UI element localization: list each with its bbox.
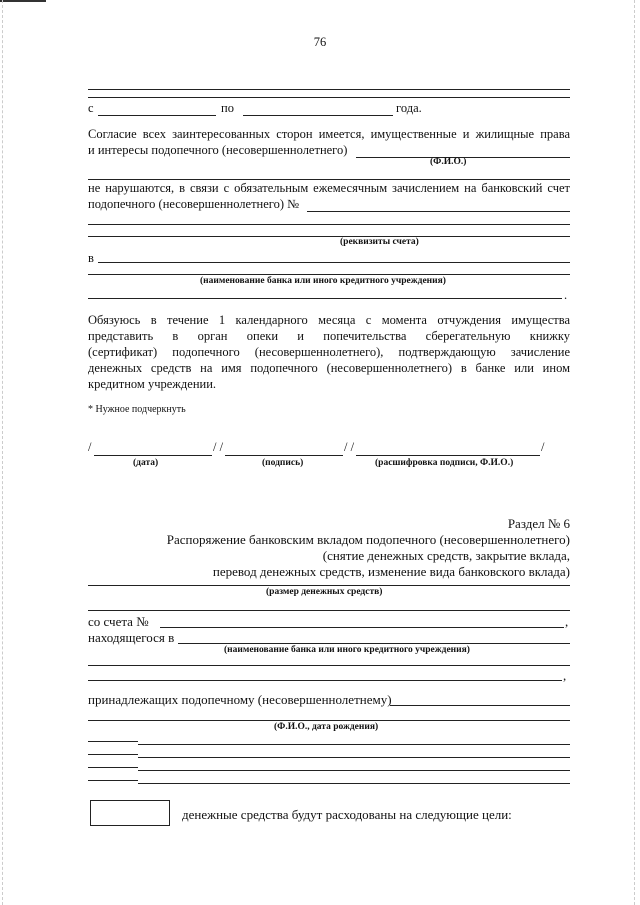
page-number: 76 — [313, 35, 327, 49]
account-caption: (реквизиты счета) — [340, 237, 419, 247]
located-comma: , — [563, 668, 567, 683]
blank-line — [138, 770, 570, 771]
belonging-fio-field[interactable] — [390, 705, 570, 706]
blank-line — [88, 97, 570, 98]
corner-mark — [0, 0, 46, 2]
signature-caption: (подпись) — [262, 458, 304, 468]
from-account-comma: , — [565, 614, 569, 629]
date-caption: (дата) — [133, 458, 159, 468]
obligation-line-3: (сертификат) подопечного (несовершеннолетнего), подтверждающую зачисление — [88, 345, 570, 359]
blank-line-short — [88, 741, 138, 742]
amount-box[interactable] — [90, 800, 170, 826]
obligation-line-1: Обязуюсь в течение 1 календарного месяца с момента отчуждения имущества — [88, 313, 570, 327]
sign-separator: / / — [213, 440, 224, 454]
end-period: . — [564, 288, 568, 302]
fio-dob-caption: (Ф.И.О., дата рождения) — [274, 722, 379, 732]
blank-line — [88, 610, 570, 611]
blank-line — [88, 665, 570, 666]
blank-line — [138, 757, 570, 758]
sign-separator: / — [541, 440, 545, 454]
not-violated-line-1: не нарушаются, в связи с обязательным ежемесячным зачислением на банковский счет — [88, 181, 570, 195]
in-label: в — [88, 251, 94, 265]
blank-line — [88, 224, 570, 225]
from-account-field[interactable] — [160, 627, 564, 628]
sign-separator: / / — [344, 440, 355, 454]
sign-separator: / — [88, 440, 92, 454]
from-account-label: со счета № — [88, 614, 149, 629]
blank-line — [138, 744, 570, 745]
not-violated-line-2: подопечного (несовершеннолетнего) № — [88, 197, 300, 211]
footnote: * Нужное подчеркнуть — [88, 404, 186, 415]
located-bank-caption: (наименование банка или иного кредитного учреждения) — [224, 645, 470, 655]
period-from-label: с — [88, 101, 94, 115]
blank-line — [88, 720, 570, 721]
blank-line-short — [88, 767, 138, 768]
blank-line — [88, 179, 570, 180]
obligation-line-4: денежных средств на имя подопечного (несовершеннолетнего) в банке или ином — [88, 361, 570, 375]
section-heading: Раздел № 6 — [507, 516, 570, 531]
section-title-line-1: Распоряжение банковским вкладом подопечного (несовершеннолетнего) — [166, 532, 570, 547]
blank-line — [88, 236, 570, 237]
blank-line-short — [88, 780, 138, 781]
bank-name-field[interactable] — [98, 262, 570, 263]
section-title-line-3: перевод денежных средств, изменение вида банковского вклада) — [212, 564, 570, 579]
blank-line — [88, 89, 570, 90]
left-edge — [2, 0, 3, 905]
right-edge — [634, 0, 635, 905]
blank-line — [88, 274, 570, 275]
amount-caption: (размер денежных средств) — [266, 587, 383, 597]
bank-caption: (наименование банка или иного кредитного учреждения) — [200, 276, 446, 286]
consent-line-1: Согласие всех заинтересованных сторон имеется, имущественные и жилищные права — [88, 127, 570, 141]
blank-line-short — [88, 754, 138, 755]
section-title-line-2: (снятие денежных средств, закрытие вклада, — [322, 548, 570, 563]
blank-line — [138, 783, 570, 784]
located-in-label: находящегося в — [88, 630, 175, 645]
blank-line — [88, 680, 562, 681]
purpose-label: денежные средства будут расходованы на следующие цели: — [182, 807, 512, 822]
period-to-label: по — [221, 101, 234, 115]
date-field[interactable] — [94, 455, 212, 456]
fio-caption: (Ф.И.О.) — [430, 157, 467, 167]
amount-field[interactable] — [88, 585, 570, 586]
period-from-field[interactable] — [98, 115, 216, 116]
account-number-field[interactable] — [307, 211, 570, 212]
obligation-last-line: кредитном учреждении. — [88, 377, 217, 391]
period-year-label: года. — [396, 101, 422, 115]
consent-line-2: и интересы подопечного (несовершеннолетнего) — [88, 143, 348, 157]
blank-line — [88, 298, 562, 299]
located-bank-field[interactable] — [178, 643, 570, 644]
obligation-line-2: представить в орган опеки и попечительства сберегательную книжку — [88, 329, 570, 343]
signature-decode-caption: (расшифровка подписи, Ф.И.О.) — [375, 458, 514, 468]
signature-decode-field[interactable] — [356, 455, 540, 456]
signature-field[interactable] — [225, 455, 343, 456]
period-to-field[interactable] — [243, 115, 393, 116]
belonging-label: принадлежащих подопечному (несовершеннолетнему) — [88, 692, 392, 707]
